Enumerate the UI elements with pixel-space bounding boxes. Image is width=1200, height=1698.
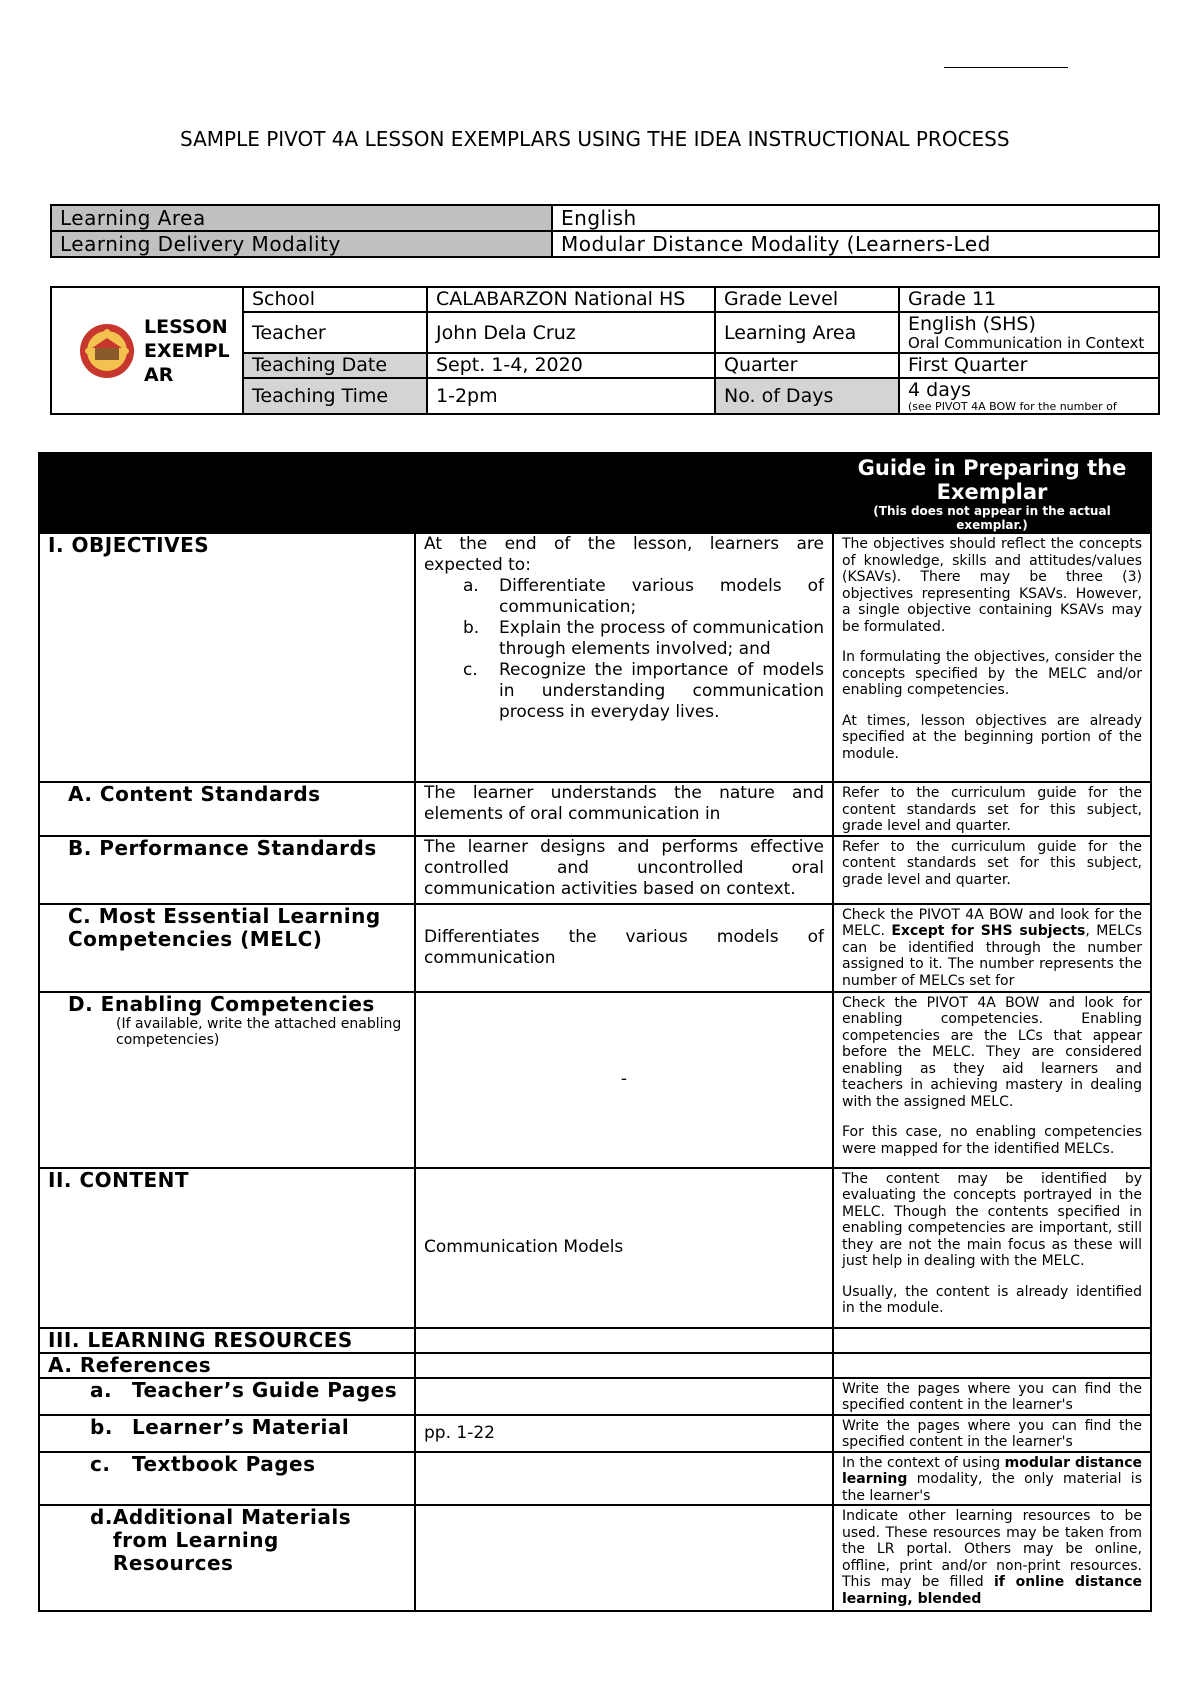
time-value: 1-2pm xyxy=(427,378,715,414)
days-note: (see PIVOT 4A BOW for the number of xyxy=(908,400,1117,413)
resources-blank xyxy=(415,1328,833,1353)
tb-letter: c. xyxy=(90,1451,111,1476)
objective-text: Explain the process of communication through elements involved; and xyxy=(499,618,824,659)
quarter-value: First Quarter xyxy=(899,353,1159,378)
header-blank-1 xyxy=(39,453,415,533)
content-standards-value: The learner understands the nature and elements of oral communication in xyxy=(415,782,833,836)
objectives-list xyxy=(424,576,824,723)
days-cell xyxy=(899,378,1159,414)
area-value: English (SHS) xyxy=(908,313,1036,335)
objective-text: Recognize the importance of models in understanding communication process in everyday lives. xyxy=(499,660,824,722)
content-row xyxy=(39,1168,1151,1328)
content-label: II. CONTENT xyxy=(39,1168,415,1328)
quarter-label: Quarter xyxy=(715,353,899,378)
days-value: 4 days xyxy=(908,379,971,401)
am-guide xyxy=(833,1505,1151,1611)
teacher-value: John Dela Cruz xyxy=(427,312,715,353)
am-letter: d. xyxy=(90,1505,113,1529)
modality-value: Modular Distance Modality (Learners-Led xyxy=(552,231,1159,257)
references-blank xyxy=(415,1353,833,1378)
enabling-guide-p1: Check the PIVOT 4A BOW and look for enabling competencies. Enabling competencies are the LCs that appear before the MELC. They are considered enabling as they aid learners and teachers in achieving mastery in dealing with the assigned MELC. xyxy=(842,994,1142,1110)
grade-value: Grade 11 xyxy=(899,287,1159,312)
performance-standards-guide: Refer to the curriculum guide for the content standards set for this subject, grade level and quarter. xyxy=(833,836,1151,904)
guide-title: Guide in Preparing the Exemplar xyxy=(857,456,1127,504)
objective-letter: b. xyxy=(463,618,480,638)
school-label: School xyxy=(243,287,427,312)
content-value: Communication Models xyxy=(415,1168,833,1328)
melc-guide xyxy=(833,904,1151,992)
grade-label: Grade Level xyxy=(715,287,899,312)
melc-value: Differentiates the various models of communication xyxy=(415,904,833,992)
tg-cell xyxy=(39,1378,415,1415)
objectives-guide-p2: In formulating the objectives, consider the concepts specified by the MELC and/or enabling competencies. xyxy=(842,649,1142,698)
content-standards-guide: Refer to the curriculum guide for the content standards set for this subject, grade level and quarter. xyxy=(833,782,1151,836)
area-label: Learning Area xyxy=(715,312,899,353)
melc-guide-a: Check the PIVOT 4A BOW and look for the MELC. xyxy=(842,906,1142,939)
tb-guide-c: modality, the only material is the learner's xyxy=(842,1471,1142,1504)
days-label: No. of Days xyxy=(715,378,899,414)
lm-row xyxy=(39,1415,1151,1452)
enabling-sublabel: (If available, write the attached enabling competencies) xyxy=(116,1015,402,1048)
resources-guide-blank xyxy=(833,1328,1151,1353)
resources-label: III. LEARNING RESOURCES xyxy=(39,1328,415,1353)
objectives-guide xyxy=(833,533,1151,782)
melc-label: C. Most Essential Learning Competencies (MELC) xyxy=(39,904,415,992)
guide-header xyxy=(833,453,1151,533)
resources-row xyxy=(39,1328,1151,1353)
lm-value: pp. 1-22 xyxy=(415,1415,833,1452)
objective-item xyxy=(463,576,824,618)
objective-letter: a. xyxy=(463,576,479,596)
tb-cell xyxy=(39,1452,415,1506)
performance-standards-value: The learner designs and performs effective controlled and uncontrolled oral communication activities based on context. xyxy=(415,836,833,904)
meta-row-area xyxy=(51,205,1159,231)
melc-guide-c: , MELCs can be identified through the number assigned to it. The number represents the number of MELCs set for xyxy=(842,923,1142,989)
objectives-intro: At the end of the lesson, learners are expected to: xyxy=(424,534,824,575)
tb-row xyxy=(39,1452,1151,1506)
references-label: A. References xyxy=(39,1353,415,1378)
lm-letter: b. xyxy=(90,1414,113,1439)
objectives-row xyxy=(39,533,1151,782)
objective-text: Differentiate various models of communication; xyxy=(499,576,824,617)
tb-label: Textbook Pages xyxy=(132,1451,316,1476)
melc-row xyxy=(39,904,1151,992)
objective-letter: c. xyxy=(463,660,478,680)
objectives-guide-p3: At times, lesson objectives are already specified at the beginning portion of the module. xyxy=(842,712,1142,762)
learning-area-label: Learning Area xyxy=(51,205,552,231)
guide-subtitle: (This does not appear in the actual exemplar.) xyxy=(873,504,1111,532)
objectives-cell xyxy=(415,533,833,782)
lm-cell xyxy=(39,1415,415,1452)
deped-seal-icon xyxy=(78,322,136,380)
content-standards-row xyxy=(39,782,1151,836)
modality-label: Learning Delivery Modality xyxy=(51,231,552,257)
content-guide xyxy=(833,1168,1151,1328)
header-blank-2 xyxy=(415,453,833,533)
enabling-row xyxy=(39,992,1151,1168)
lesson-exemplar-label: LESSON EXEMPLAR xyxy=(144,315,230,386)
tb-guide-a: In the context of using xyxy=(842,1454,1001,1471)
table-header-row xyxy=(39,453,1151,533)
exemplar-table xyxy=(38,452,1152,1612)
tg-row xyxy=(39,1378,1151,1415)
am-guide-b: if online distance learning, blended xyxy=(842,1574,1143,1607)
objectives-guide-p1: The objectives should reflect the concepts of knowledge, skills and attitudes/values (KSAVs). There may be three (3) objectives representing KSAVs. However, a single objective containing KSAVs may be formulated. xyxy=(842,536,1142,635)
date-label: Teaching Date xyxy=(243,353,427,378)
tb-value xyxy=(415,1452,833,1506)
top-rule xyxy=(944,67,1068,68)
objective-item xyxy=(463,618,824,660)
logo-cell xyxy=(51,287,243,414)
area-sub: Oral Communication in Context xyxy=(908,334,1145,352)
performance-standards-label: B. Performance Standards xyxy=(39,836,415,904)
enabling-value: - xyxy=(415,992,833,1168)
am-value xyxy=(415,1505,833,1611)
references-row xyxy=(39,1353,1151,1378)
am-label: Additional Materials from Learning Resources xyxy=(112,1505,352,1575)
school-value: CALABARZON National HS xyxy=(427,287,715,312)
tb-guide xyxy=(833,1452,1151,1506)
am-row xyxy=(39,1505,1151,1611)
meta-table xyxy=(50,204,1160,258)
melc-guide-b: Except for SHS subjects xyxy=(891,923,1086,939)
lesson-header-table xyxy=(50,286,1160,415)
tg-guide: Write the pages where you can find the specified content in the learner's xyxy=(833,1378,1151,1415)
references-guide-blank xyxy=(833,1353,1151,1378)
time-label: Teaching Time xyxy=(243,378,427,414)
lm-label: Learner’s Material xyxy=(132,1414,350,1439)
am-cell xyxy=(39,1505,415,1611)
content-guide-p1: The content may be identified by evaluating the concepts portrayed in the MELC. Though the contents specified in enabling competencies are important, still they are not the main focus as these will just help in dealing with the MELC. xyxy=(842,1170,1142,1269)
content-standards-label: A. Content Standards xyxy=(39,782,415,836)
learning-area-value: English xyxy=(552,205,1159,231)
tb-guide-b: modular distance learning xyxy=(842,1454,1143,1487)
objective-item xyxy=(463,660,824,723)
enabling-guide-p2: For this case, no enabling competencies were mapped for the identified MELCs. xyxy=(842,1124,1142,1157)
enabling-label: D. Enabling Competencies xyxy=(68,991,375,1016)
enabling-guide xyxy=(833,992,1151,1168)
enabling-cell xyxy=(39,992,415,1168)
am-guide-a: Indicate other learning resources to be used. These resources may be taken from the LR portal. Others may be online, offline, print and/or non-print resources. This may be filled xyxy=(842,1508,1142,1590)
date-value: Sept. 1-4, 2020 xyxy=(427,353,715,378)
meta-row-modality xyxy=(51,231,1159,257)
objectives-label: I. OBJECTIVES xyxy=(39,533,415,782)
teacher-label: Teacher xyxy=(243,312,427,353)
tg-letter: a. xyxy=(90,1377,113,1402)
area-cell xyxy=(899,312,1159,353)
lm-guide: Write the pages where you can find the specified content in the learner's xyxy=(833,1415,1151,1452)
page-title: SAMPLE PIVOT 4A LESSON EXEMPLARS USING THE IDEA INSTRUCTIONAL PROCESS xyxy=(180,127,1010,151)
content-guide-p2: Usually, the content is already identified in the module. xyxy=(842,1283,1142,1316)
performance-standards-row xyxy=(39,836,1151,904)
tg-label: Teacher’s Guide Pages xyxy=(132,1377,398,1402)
tg-value xyxy=(415,1378,833,1415)
header-row-school xyxy=(51,287,1159,312)
